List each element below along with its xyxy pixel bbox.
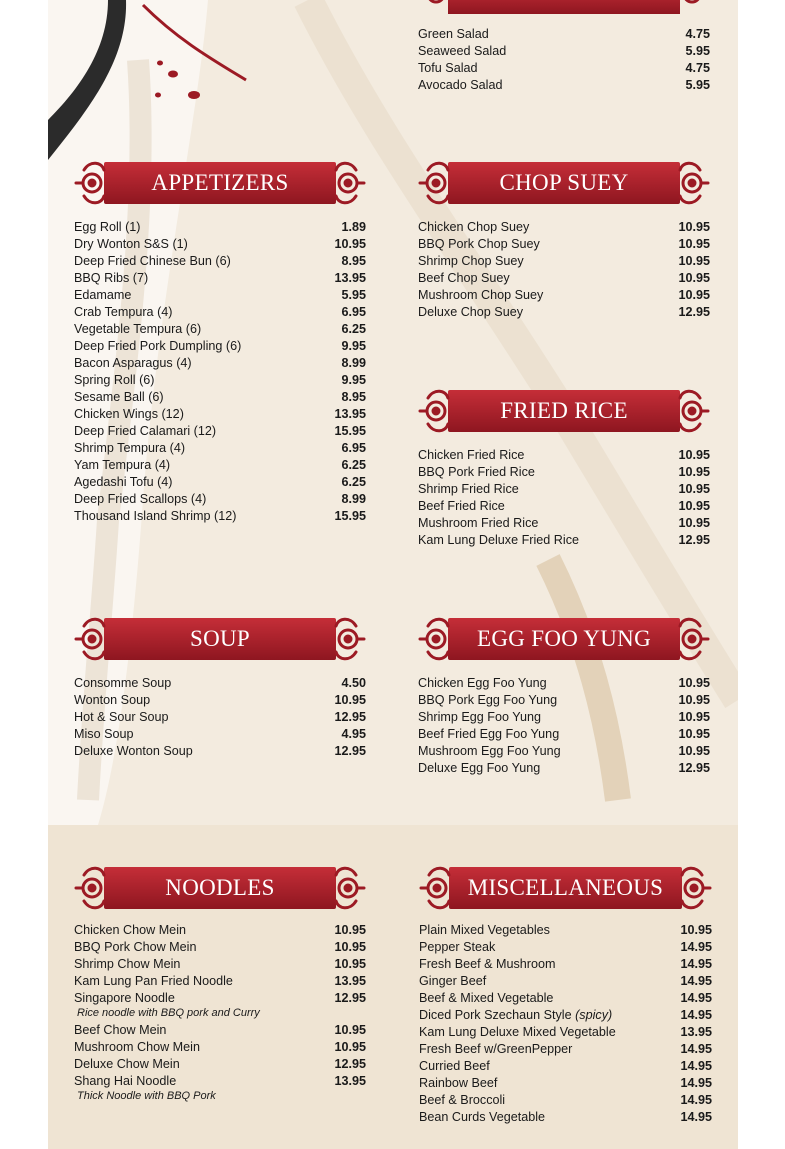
item-price: 8.95 [341,390,366,404]
menu-item [419,939,712,956]
item-price: 14.95 [680,974,712,988]
item-price: 6.25 [341,322,366,336]
item-name: Deep Fried Chinese Bun (6) [74,254,231,268]
item-name: Mushroom Fried Rice [418,516,539,530]
menu-item [74,743,366,760]
menu-item [419,1109,712,1126]
fried-rice-banner [418,386,710,436]
menu-item [418,743,710,760]
menu-item [418,481,710,498]
item-price: 12.95 [334,991,366,1005]
menu-item [418,60,710,77]
item-name: Rainbow Beef [419,1076,498,1090]
item-price: 14.95 [680,991,712,1005]
item-price: 12.95 [334,1057,366,1071]
item-name: Shrimp Chow Mein [74,957,181,971]
menu-item [419,1058,712,1075]
item-price: 10.95 [334,957,366,971]
item-price: 12.95 [678,533,710,547]
item-price: 10.95 [334,693,366,707]
item-spicy-note: (spicy) [575,1008,613,1022]
item-price: 4.95 [341,727,366,741]
item-name: Bacon Asparagus (4) [74,356,192,370]
menu-item [74,355,366,372]
item-name: Seaweed Salad [418,44,507,58]
item-price: 12.95 [678,305,710,319]
item-price: 13.95 [334,1074,366,1088]
item-price: 14.95 [680,1076,712,1090]
item-name: Thousand Island Shrimp (12) [74,509,237,523]
item-name: Curried Beef [419,1059,490,1073]
chop-suey-items [418,219,710,321]
item-price: 9.95 [341,339,366,353]
item-name: Kam Lung Pan Fried Noodle [74,974,233,988]
item-price: 10.95 [678,516,710,530]
item-price: 14.95 [680,1008,712,1022]
menu-item [74,423,366,440]
menu-item [418,726,710,743]
item-price: 8.95 [341,254,366,268]
item-name: Shrimp Tempura (4) [74,441,186,455]
item-name: Beef & Broccoli [419,1093,506,1107]
item-price: 10.95 [334,923,366,937]
item-name: Tofu Salad [418,61,478,75]
item-name: Chicken Chow Mein [74,923,186,937]
item-price: 8.99 [341,356,366,370]
item-price: 6.95 [341,441,366,455]
item-price: 10.95 [334,1040,366,1054]
item-name [419,1007,612,1024]
menu-item [418,219,710,236]
menu-item [419,990,712,1007]
menu-item [74,675,366,692]
item-name: Fresh Beef w/GreenPepper [419,1042,573,1056]
item-name: Beef Chop Suey [418,271,510,285]
item-price: 10.95 [678,254,710,268]
item-price: 10.95 [678,693,710,707]
menu-item [418,498,710,515]
item-price: 10.95 [678,710,710,724]
section-title: EGG FOO YUNG [477,626,651,651]
menu-item [418,26,710,43]
item-name: Kam Lung Deluxe Mixed Vegetable [419,1025,616,1039]
item-name: Chicken Fried Rice [418,448,525,462]
item-name: Chicken Chop Suey [418,220,530,234]
item-name: Deluxe Chop Suey [418,305,524,319]
item-price: 5.95 [341,288,366,302]
item-price: 6.95 [341,305,366,319]
item-price: 13.95 [334,271,366,285]
item-name: Deluxe Wonton Soup [74,744,193,758]
item-name: Beef & Mixed Vegetable [419,991,554,1005]
item-price: 10.95 [678,237,710,251]
menu-item [74,457,366,474]
menu-item [74,508,366,525]
item-name: Chicken Wings (12) [74,407,184,421]
menu-item [419,973,712,990]
menu-item [418,760,710,777]
item-name: Kam Lung Deluxe Fried Rice [418,533,579,547]
item-name: Avocado Salad [418,78,503,92]
appetizers-section [74,158,366,523]
item-name: Mushroom Chow Mein [74,1040,200,1054]
section-title: FRIED RICE [500,398,628,423]
item-price: 10.95 [678,744,710,758]
item-price: 10.95 [678,676,710,690]
item-price: 8.99 [341,492,366,506]
item-price: 12.95 [334,710,366,724]
item-name: Consomme Soup [74,676,172,690]
menu-item [74,1073,366,1090]
menu-item [74,219,366,236]
appetizers-items [74,219,366,525]
menu-item [74,1039,366,1056]
item-price: 14.95 [680,1042,712,1056]
item-name: Fresh Beef & Mushroom [419,957,556,971]
menu-item [418,77,710,94]
item-price: 13.95 [680,1025,712,1039]
menu-item [418,675,710,692]
item-price: 14.95 [680,1093,712,1107]
menu-item [419,922,712,939]
menu-item [74,990,366,1007]
item-name: Shrimp Chop Suey [418,254,524,268]
section-title: CHOP SUEY [499,170,629,195]
item-name: Miso Soup [74,727,134,741]
menu-item [418,270,710,287]
item-price: 14.95 [680,1059,712,1073]
item-price: 14.95 [680,940,712,954]
item-name: Shang Hai Noodle [74,1074,177,1088]
item-name: Deep Fried Calamari (12) [74,424,217,438]
item-name: Mushroom Egg Foo Yung [418,744,561,758]
item-name: Deep Fried Pork Dumpling (6) [74,339,242,353]
item-price: 6.25 [341,475,366,489]
item-price: 10.95 [334,940,366,954]
menu-item [74,253,366,270]
item-name: BBQ Pork Fried Rice [418,465,535,479]
noodles-items [74,922,366,1105]
item-name: Deluxe Egg Foo Yung [418,761,541,775]
item-name: BBQ Ribs (7) [74,271,149,285]
item-description: Thick Noodle with BBQ Pork [77,1090,216,1102]
egg-foo-yung-banner [418,614,710,664]
item-name: Singapore Noodle [74,991,175,1005]
item-name: BBQ Pork Egg Foo Yung [418,693,558,707]
menu-item [418,253,710,270]
item-name: Agedashi Tofu (4) [74,475,173,489]
item-price: 1.89 [341,220,366,234]
soup-items [74,675,366,760]
menu-item [74,406,366,423]
item-price: 6.25 [341,458,366,472]
menu-item [418,43,710,60]
menu-item [74,1022,366,1039]
item-name: Mushroom Chop Suey [418,288,544,302]
menu-item [418,464,710,481]
item-name: Deluxe Chow Mein [74,1057,180,1071]
item-name: Chicken Egg Foo Yung [418,676,547,690]
menu-item [419,956,712,973]
item-name: Dry Wonton S&S (1) [74,237,188,251]
item-name: Beef Fried Rice [418,499,505,513]
miscellaneous-section [419,863,712,1124]
item-price: 10.95 [678,499,710,513]
noodles-section [74,863,366,1102]
menu-item [74,287,366,304]
item-name: Vegetable Tempura (6) [74,322,202,336]
egg-foo-yung-section [418,614,710,775]
item-price: 10.95 [334,237,366,251]
soup-section [74,614,366,758]
menu-item [74,692,366,709]
item-price: 12.95 [334,744,366,758]
menu-item [74,321,366,338]
appetizers-banner [74,158,366,208]
menu-item [74,1056,366,1073]
menu-item [419,1092,712,1109]
item-name: Crab Tempura (4) [74,305,173,319]
menu-item [418,692,710,709]
item-price: 4.75 [685,61,710,75]
item-description: Rice noodle with BBQ pork and Curry [77,1007,260,1019]
miscellaneous-banner [419,863,712,913]
chop-suey-banner [418,158,710,208]
item-price: 15.95 [334,509,366,523]
item-price: 13.95 [334,407,366,421]
salad-section [418,0,710,92]
soup-banner [74,614,366,664]
fried-rice-section [418,386,710,547]
section-title: MISCELLANEOUS [467,875,664,900]
menu-item [74,922,366,939]
chop-suey-section [418,158,710,319]
menu-item [419,1075,712,1092]
item-name: Beef Chow Mein [74,1023,167,1037]
item-price: 15.95 [334,424,366,438]
item-price: 10.95 [678,465,710,479]
noodles-banner [74,863,366,913]
item-price: 4.50 [341,676,366,690]
item-name: Shrimp Egg Foo Yung [418,710,541,724]
item-name: Pepper Steak [419,940,496,954]
item-price: 14.95 [680,1110,712,1124]
menu-item [74,939,366,956]
item-name: BBQ Pork Chop Suey [418,237,540,251]
menu-item [74,338,366,355]
menu-item [74,372,366,389]
section-title: SOUP [189,626,250,651]
menu-item [74,236,366,253]
egg-foo-yung-items [418,675,710,777]
menu-item [74,973,366,990]
menu-item [74,726,366,743]
item-price: 10.95 [678,448,710,462]
menu-item [74,474,366,491]
menu-item [419,1041,712,1058]
item-price: 10.95 [680,923,712,937]
menu-item [418,447,710,464]
item-name: Shrimp Fried Rice [418,482,519,496]
item-price: 10.95 [678,271,710,285]
item-name: Wonton Soup [74,693,151,707]
item-name-text: Diced Pork Szechaun Style [419,1008,572,1022]
item-price: 13.95 [334,974,366,988]
item-name: Edamame [74,288,132,302]
menu-item [418,236,710,253]
section-title: NOODLES [165,875,275,900]
menu-item [418,304,710,321]
menu-page [48,0,738,1149]
menu-item [74,304,366,321]
menu-item [74,389,366,406]
menu-item [74,709,366,726]
item-price: 12.95 [678,761,710,775]
item-price: 10.95 [678,482,710,496]
item-name: BBQ Pork Chow Mein [74,940,197,954]
item-name: Egg Roll (1) [74,220,141,234]
item-name: Bean Curds Vegetable [419,1110,546,1124]
item-name: Ginger Beef [419,974,487,988]
item-name: Hot & Sour Soup [74,710,169,724]
item-price: 14.95 [680,957,712,971]
item-name: Yam Tempura (4) [74,458,171,472]
item-name: Deep Fried Scallops (4) [74,492,207,506]
item-name: Beef Fried Egg Foo Yung [418,727,560,741]
fried-rice-items [418,447,710,549]
menu-item [419,1007,712,1024]
item-price: 10.95 [678,288,710,302]
miscellaneous-items [419,922,712,1126]
menu-item [418,532,710,549]
menu-item [418,287,710,304]
item-name: Plain Mixed Vegetables [419,923,550,937]
menu-item [74,270,366,287]
menu-item [74,491,366,508]
item-price: 10.95 [678,220,710,234]
item-name: Spring Roll (6) [74,373,155,387]
item-price: 5.95 [685,44,710,58]
menu-item [418,515,710,532]
item-price: 4.75 [685,27,710,41]
section-title: APPETIZERS [151,170,289,195]
item-name: Sesame Ball (6) [74,390,164,404]
item-price: 10.95 [678,727,710,741]
menu-item [74,440,366,457]
menu-item [418,709,710,726]
item-price: 9.95 [341,373,366,387]
menu-item [74,956,366,973]
item-price: 5.95 [685,78,710,92]
item-name: Green Salad [418,27,489,41]
salad-items [418,26,710,94]
menu-item [419,1024,712,1041]
item-price: 10.95 [334,1023,366,1037]
